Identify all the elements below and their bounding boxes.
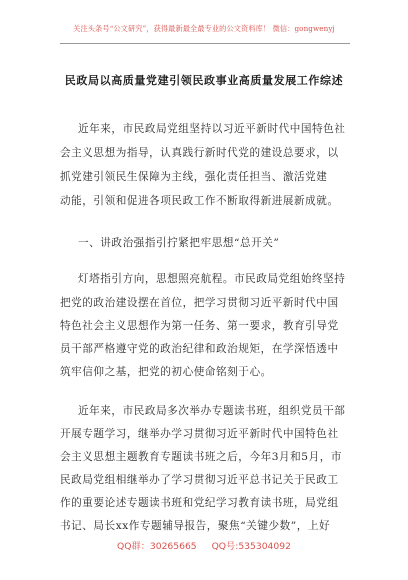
- paragraph-line: 特色社会主义思想作为第一任务、第一要求，教育引导党: [60, 320, 339, 332]
- paragraph-line: 民政局党组相继举办了学习贯彻习近平总书记关于民政工: [60, 474, 339, 486]
- footer-qq-number: QQ号:535304092: [211, 541, 291, 552]
- paragraph-line: 员干部严格遵守党的政治纪律和政治规矩，在学深悟透中: [60, 343, 339, 355]
- paragraph-line: 近年来，市民政局多次举办专题读书班，组织党员干部: [78, 405, 346, 417]
- paragraph-line: 把党的政治建设摆在首位，把学习贯彻习近平新时代中国: [60, 297, 339, 309]
- paragraph-line: 灯塔指引方向，思想照亮航程。市民政局党组始终坚持: [78, 273, 346, 285]
- header-banner: 关注头条号“公文研究”，获得最新最全最专业的公文资料库！ 微信：gongwenyj: [73, 24, 335, 33]
- document-title: 民政局以高质量党建引领民政事业高质量发展工作综述: [64, 74, 344, 87]
- paragraph-line: 会主义思想主题教育专题读书班之后，今年3月和5月，市: [60, 451, 343, 463]
- intro-line: 近年来，市民政局党组坚持以习近平新时代中国特色社: [78, 123, 346, 135]
- paragraph-line: 筑牢信仰之基，把党的初心使命铭刻于心。: [60, 366, 272, 378]
- intro-line: 抓党建引领民生保障为主线，强化责任担当、激活党建: [60, 171, 328, 183]
- paragraph-line: 作的重要论述专题读书班和党纪学习教育读书班，局党组: [60, 497, 339, 509]
- intro-line: 动能，引领和促进各项民政工作不断取得新进展新成就。: [60, 195, 339, 207]
- footer-contact: [0, 538, 408, 552]
- section-heading: 一、讲政治强指引拧紧把牢思想“总开关”: [78, 237, 280, 249]
- intro-line: 会主义思想为指导，认真践行新时代党的建设总要求，以: [60, 147, 339, 159]
- footer-qq-group: QQ群：30265665: [117, 541, 197, 552]
- paragraph-line: 书记、局长xx作专题辅导报告，聚焦“关键少数”，上好: [60, 520, 331, 532]
- paragraph-line: 开展专题学习，继举办学习贯彻习近平新时代中国特色社: [60, 428, 339, 440]
- header-divider: [60, 43, 350, 44]
